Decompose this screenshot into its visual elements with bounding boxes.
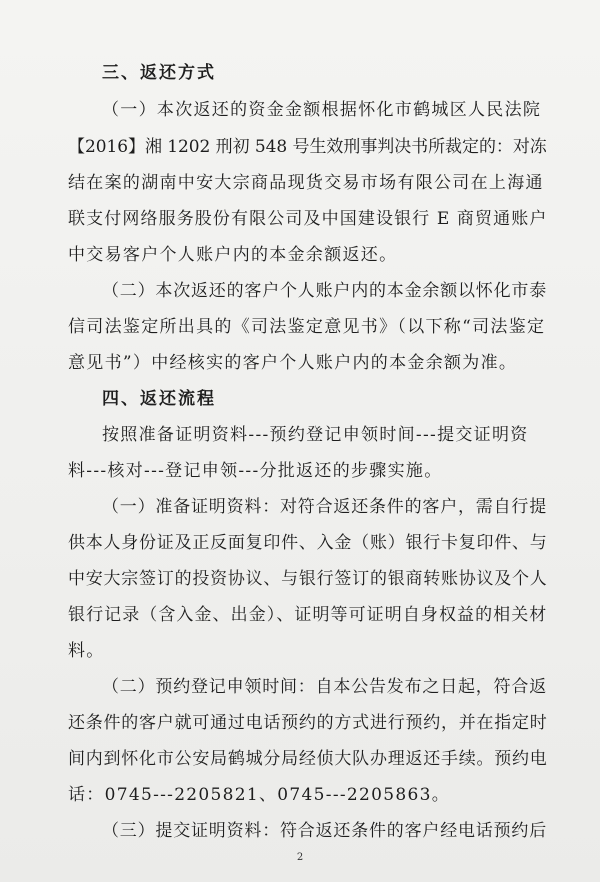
paragraph-line: （二）预约登记申领时间：自本公告发布之日起，符合返: [102, 677, 547, 697]
paragraph-line: 话：0745---2205821、0745---2205863。: [68, 785, 451, 805]
paragraph-line: 联支付网络服务股份有限公司及中国建设银行 E 商贸通账户: [68, 209, 548, 229]
paragraph-line: （一）本次返还的资金金额根据怀化市鹤城区人民法院: [102, 100, 542, 120]
paragraph-line: （三）提交证明资料：符合返还条件的客户经电话预约后: [102, 821, 547, 841]
paragraph-line: （二）本次返还的客户个人账户内的本金余额以怀化市泰: [102, 281, 547, 301]
section-heading: 四、返还流程: [102, 389, 216, 409]
paragraph-line: 料---核对---登记申领---分批返还的步骤实施。: [68, 461, 443, 481]
paragraph-line: 中安大宗签订的投资协议、与银行签订的银商转账协议及个人: [68, 569, 548, 589]
paragraph-line: 中交易客户个人账户内的本金余额返还。: [68, 245, 398, 265]
paragraph-line: 银行记录（含入金、出金）、证明等可证明自身权益的相关材: [68, 605, 548, 625]
paragraph-line: 料。: [68, 641, 105, 661]
paragraph-line: （一）准备证明资料：对符合返还条件的客户，需自行提: [102, 497, 547, 517]
paragraph-line: 信司法鉴定所出具的《司法鉴定意见书》（以下称“司法鉴定: [68, 317, 546, 337]
section-heading: 三、返还方式: [102, 63, 216, 83]
page-number: 2: [296, 852, 304, 863]
paragraph-line: 按照准备证明资料---预约登记申领时间---提交证明资: [102, 425, 529, 445]
paragraph-line: 还条件的客户就可通过电话预约的方式进行预约，并在指定时: [68, 713, 548, 733]
paragraph-line: 间内到怀化市公安局鹤城分局经侦大队办理返还手续。预约电: [68, 749, 548, 769]
paragraph-line: 【2016】湘 1202 刑初 548 号生效刑事判决书所裁定的：对冻: [68, 137, 547, 157]
paragraph-line: 结在案的湖南中安大宗商品现货交易市场有限公司在上海通: [68, 173, 544, 193]
paragraph-line: 供本人身份证及正反面复印件、入金（账）银行卡复印件、与: [68, 533, 548, 553]
paragraph-line: 意见书”）中经核实的客户个人账户内的本金余额为准。: [68, 353, 518, 373]
